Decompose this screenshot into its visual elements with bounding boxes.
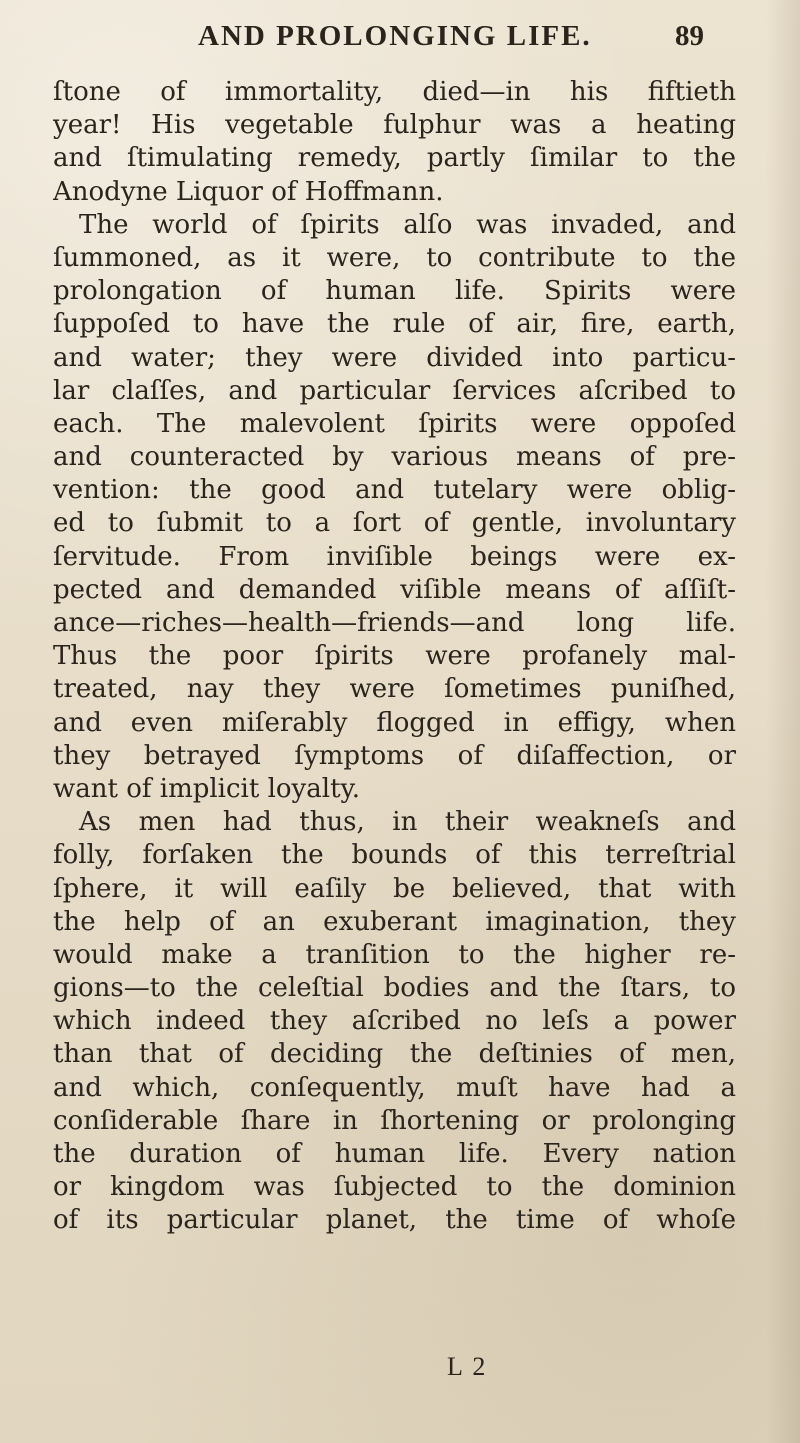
text-line: As men had thus, in their weakneſs and — [79, 807, 736, 838]
text-line: The world of ſpirits alſo was invaded, and — [79, 209, 736, 240]
text-line: they betrayed ſymptoms of diſaffection, or — [53, 740, 736, 771]
signature-mark: L 2 — [447, 1352, 488, 1381]
text-line: ance—riches—health—friends—and long life. — [53, 608, 736, 638]
text-line: of its particular planet, the time of whoſe — [53, 1205, 736, 1236]
text-line: gions—to the celeſtial bodies and the ſtars, to — [53, 973, 736, 1004]
text-line: year! His vegetable fulphur was a heating — [53, 110, 736, 141]
text-line: want of implicit loyalty. — [53, 773, 361, 804]
text-line: ſtone of immortality, died—in his fiftieth — [53, 77, 736, 107]
text-line: vention: the good and tutelary were oblig- — [53, 475, 736, 506]
text-line: and which, conſequently, muſt have had a — [53, 1072, 736, 1103]
text-line: Thus the poor ſpirits were profanely mal- — [53, 641, 736, 672]
text-line: prolongation of human life. Spirits were — [53, 276, 736, 307]
text-line: which indeed they aſcribed no leſs a power — [53, 1006, 736, 1037]
text-line: and ſtimulating remedy, partly ſimilar to the — [53, 143, 736, 174]
text-line: folly, forſaken the bounds of this terreſtrial — [53, 840, 736, 871]
text-line: would make a tranſition to the higher re- — [53, 939, 736, 970]
text-line: the duration of human life. Every nation — [53, 1139, 736, 1169]
text-line: ſphere, it will eaſily be believed, that with — [53, 873, 736, 904]
text-line: Anodyne Liquor of Hoffmann. — [53, 176, 444, 207]
text-line: each. The malevolent ſpirits were oppoſed — [53, 408, 736, 439]
page-number: 89 — [675, 20, 704, 52]
text-line: and counteracted by various means of pre- — [53, 442, 736, 473]
body-text — [53, 76, 736, 1238]
text-line: lar claſſes, and particular ſervices aſcribed to — [53, 375, 736, 406]
text-line: ſummoned, as it were, to contribute to the — [53, 242, 736, 273]
text-line: and even miſerably flogged in effigy, when — [53, 707, 736, 738]
text-line: ſervitude. From inviſible beings were ex- — [53, 541, 736, 572]
text-line: ſuppoſed to have the rule of air, fire, earth, — [53, 309, 736, 340]
text-line: or kingdom was ſubjected to the dominion — [53, 1172, 736, 1203]
text-line: pected and demanded viſible means of aſſiſt- — [53, 574, 736, 605]
text-line: than that of deciding the deſtinies of men, — [53, 1039, 736, 1070]
text-line: conſiderable ſhare in ſhortening or prolonging — [53, 1105, 736, 1136]
running-title: AND PROLONGING LIFE. — [198, 20, 592, 52]
text-line: ed to ſubmit to a ſort of gentle, involuntary — [53, 508, 736, 539]
page-edge-shadow — [766, 0, 800, 1443]
text-line: and water; they were divided into particu- — [53, 342, 736, 373]
page-header — [0, 20, 800, 64]
text-line: treated, nay they were ſometimes puniſhed, — [53, 674, 736, 705]
text-line: the help of an exuberant imagination, they — [53, 906, 736, 937]
